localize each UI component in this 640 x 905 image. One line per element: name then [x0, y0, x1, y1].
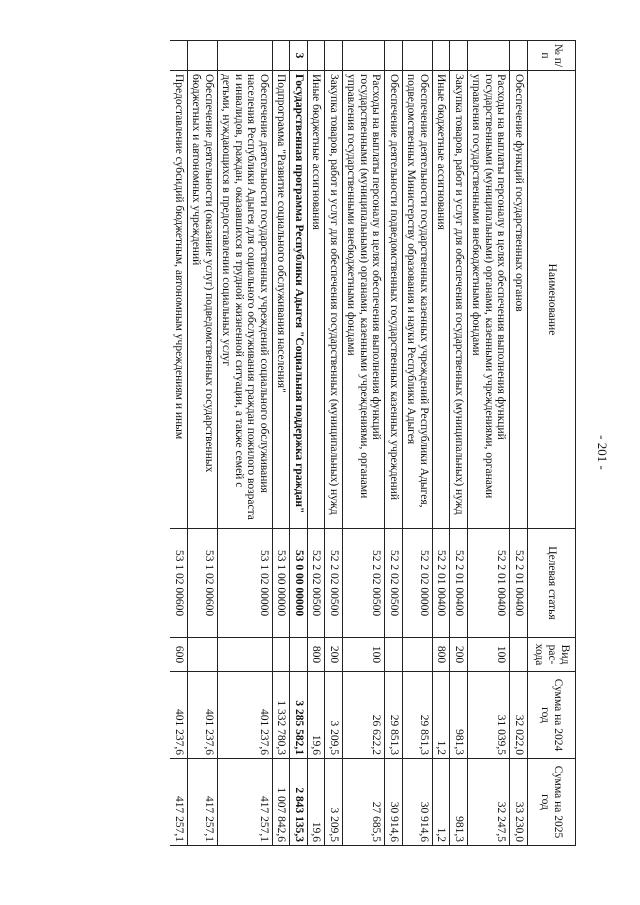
- row-num: [273, 41, 291, 71]
- row-num: [433, 41, 451, 71]
- row-vid: [403, 638, 433, 672]
- row-name: Предоставление субсидий бюджетным, автономным учреждениям и иным: [171, 71, 188, 529]
- row-sum-2024: 29 851,3: [385, 672, 403, 759]
- row-sum-2025: 30 914,6: [385, 759, 403, 846]
- row-sum-2025: 19,6: [308, 759, 326, 846]
- row-num: [171, 41, 188, 71]
- row-name: Обеспечение деятельности (оказание услуг) подведомственных государственных бюджетных и автономных учреждений: [188, 71, 218, 529]
- row-vid: [218, 638, 273, 672]
- row-name: Расходы на выплаты персоналу в целях обеспечения выполнения функций государственными (муниципальными) органами, казенными учреждениями, органами управления государственными внебюджетными фондами: [343, 71, 386, 529]
- row-name: Закупка товаров, работ и услуг для обеспечения государственных (муниципальных) нужд: [450, 71, 468, 529]
- row-sum-2024: 401 237,6: [171, 672, 188, 759]
- row-vid: 600: [171, 638, 188, 672]
- row-sum-2024: 1 332 780,3: [273, 672, 291, 759]
- row-name: Иные бюджетные ассигнования: [433, 71, 451, 529]
- row-sum-2024: 3 285 582,1: [290, 672, 308, 759]
- row-num: [468, 41, 511, 71]
- row-code: 52 2 02 00500: [343, 529, 386, 638]
- row-sum-2025: 32 247,5: [468, 759, 511, 846]
- table-row: [273, 41, 291, 846]
- row-sum-2024: 401 237,6: [188, 672, 218, 759]
- row-name: Закупка товаров, работ и услуг для обеспечения государственных (муниципальных) нужд: [325, 71, 343, 529]
- row-sum-2025: 1,2: [433, 759, 451, 846]
- row-sum-2025: 417 257,1: [171, 759, 188, 846]
- row-name: Обеспечение деятельности государственных учреждений социального обслуживания населения Республики Адыгея для социального обслуживания граждан пожилого возраста и инвалидов, граждан, оказавшихся в трудной жизненной ситуации, а также семей с детьми, нуждающихся в предоставлении социальных услуг: [218, 71, 273, 529]
- budget-table: [171, 40, 577, 846]
- row-vid: 200: [450, 638, 468, 672]
- table-row: [218, 41, 273, 846]
- row-num: 3: [290, 41, 308, 71]
- row-vid: 800: [308, 638, 326, 672]
- row-code: 53 1 00 00000: [273, 529, 291, 638]
- row-vid: [188, 638, 218, 672]
- table-row: [510, 41, 528, 846]
- row-num: [510, 41, 528, 71]
- table-row-program: [290, 41, 308, 846]
- row-code: 52 2 02 00500: [308, 529, 326, 638]
- table-header-row: [528, 41, 576, 846]
- row-code: 52 2 01 00400: [468, 529, 511, 638]
- row-vid: [290, 638, 308, 672]
- row-sum-2025: 33 230,0: [510, 759, 528, 846]
- header-vid: Вид рас-хода: [528, 638, 576, 672]
- table-row: [433, 41, 451, 846]
- row-sum-2025: 2 843 135,3: [290, 759, 308, 846]
- row-sum-2024: 31 039,5: [468, 672, 511, 759]
- row-num: [450, 41, 468, 71]
- table-row: [171, 41, 188, 846]
- row-num: [308, 41, 326, 71]
- table-row: [325, 41, 343, 846]
- row-code: 53 1 02 00600: [188, 529, 218, 638]
- row-code: 52 2 02 00000: [403, 529, 433, 638]
- table-row: [468, 41, 511, 846]
- row-num: [403, 41, 433, 71]
- row-sum-2024: 26 622,2: [343, 672, 386, 759]
- row-code: 52 2 02 00500: [385, 529, 403, 638]
- table-row: [403, 41, 433, 846]
- row-sum-2024: 32 022,0: [510, 672, 528, 759]
- row-num: [188, 41, 218, 71]
- header-sum-2025: Сумма на 2025 год: [528, 759, 576, 846]
- table-row: [188, 41, 218, 846]
- row-sum-2025: 417 257,1: [188, 759, 218, 846]
- row-code: 52 2 01 00400: [433, 529, 451, 638]
- row-name: Иные бюджетные ассигнования: [308, 71, 326, 529]
- table-row: [385, 41, 403, 846]
- row-vid: [510, 638, 528, 672]
- page-number: - 201 -: [595, 435, 610, 470]
- row-vid: [273, 638, 291, 672]
- row-sum-2025: 981,3: [450, 759, 468, 846]
- row-name: Подпрограмма "Развитие социального обслуживания населения": [273, 71, 291, 529]
- header-num: № п/п: [528, 41, 576, 71]
- header-name: Наименование: [528, 71, 576, 529]
- row-num: [218, 41, 273, 71]
- table-row: [450, 41, 468, 846]
- header-sum-2024: Сумма на 2024 год: [528, 672, 576, 759]
- row-vid: 200: [325, 638, 343, 672]
- row-sum-2025: 417 257,1: [218, 759, 273, 846]
- row-num: [385, 41, 403, 71]
- row-code: 53 1 02 00000: [218, 529, 273, 638]
- row-code: 53 1 02 00600: [171, 529, 188, 638]
- row-vid: 800: [433, 638, 451, 672]
- table-row: [308, 41, 326, 846]
- row-num: [343, 41, 386, 71]
- row-name: Государственная программа Республики Адыгея "Социальная поддержка граждан": [290, 71, 308, 529]
- row-code: 52 2 01 00400: [510, 529, 528, 638]
- row-vid: 100: [343, 638, 386, 672]
- row-vid: 100: [468, 638, 511, 672]
- row-sum-2024: 1,2: [433, 672, 451, 759]
- row-code: 52 2 01 00400: [450, 529, 468, 638]
- row-sum-2024: 19,6: [308, 672, 326, 759]
- row-sum-2024: 981,3: [450, 672, 468, 759]
- row-vid: [385, 638, 403, 672]
- row-name: Расходы на выплаты персоналу в целях обеспечения выполнения функций государственными (муниципальными) органами, казенными учреждениями, органами управления государственными внебюджетными фондами: [468, 71, 511, 529]
- row-name: Обеспечение функций государственных органов: [510, 71, 528, 529]
- row-sum-2024: 3 209,5: [325, 672, 343, 759]
- header-code: Целевая статья: [528, 529, 576, 638]
- row-name: Обеспечение деятельности государственных казенных учреждений Республики Адыгея, подведомственных Министерству образования и науки Республики Адыгея: [403, 71, 433, 529]
- row-code: 52 2 02 00500: [325, 529, 343, 638]
- row-name: Обеспечение деятельности подведомственных государственных казенных учреждений: [385, 71, 403, 529]
- row-sum-2024: 29 851,3: [403, 672, 433, 759]
- row-sum-2025: 3 209,5: [325, 759, 343, 846]
- row-sum-2024: 401 237,6: [218, 672, 273, 759]
- table-row: [343, 41, 386, 846]
- row-sum-2025: 1 007 842,6: [273, 759, 291, 846]
- row-code: 53 0 00 00000: [290, 529, 308, 638]
- row-sum-2025: 30 914,6: [403, 759, 433, 846]
- row-sum-2025: 27 685,5: [343, 759, 386, 846]
- row-num: [325, 41, 343, 71]
